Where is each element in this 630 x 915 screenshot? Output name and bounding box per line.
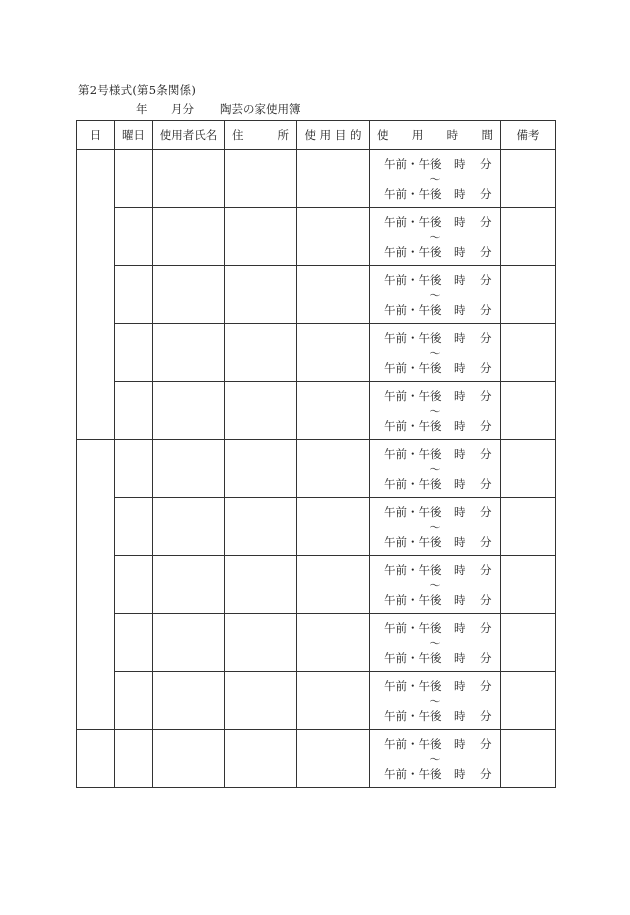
time-range-separator: ～ (429, 637, 441, 650)
usage-time-cell[interactable] (370, 150, 501, 208)
header-time-char-3: 時 (446, 128, 459, 142)
address-cell[interactable] (225, 498, 297, 556)
purpose-cell[interactable] (297, 672, 370, 730)
usage-time-cell[interactable] (370, 266, 501, 324)
purpose-cell[interactable] (297, 150, 370, 208)
hour-label: 時 (454, 331, 466, 345)
minute-label: 分 (480, 505, 492, 519)
user-name-cell[interactable] (153, 150, 225, 208)
weekday-cell[interactable] (115, 382, 153, 440)
usage-time-cell[interactable] (370, 672, 501, 730)
table-row (77, 556, 556, 614)
remarks-cell[interactable] (501, 324, 556, 382)
minute-label: 分 (480, 187, 492, 201)
address-cell[interactable] (225, 672, 297, 730)
ampm-label: 午前・午後 (384, 157, 442, 171)
ampm-label: 午前・午後 (384, 505, 442, 519)
remarks-cell[interactable] (501, 266, 556, 324)
table-row (77, 730, 556, 788)
user-name-cell[interactable] (153, 614, 225, 672)
header-remarks: 備考 (501, 121, 556, 150)
usage-time-cell[interactable] (370, 730, 501, 788)
hour-label: 時 (454, 389, 466, 403)
minute-label: 分 (480, 331, 492, 345)
hour-label: 時 (454, 477, 466, 491)
address-cell[interactable] (225, 440, 297, 498)
day-cell[interactable] (77, 440, 115, 730)
register-title: 陶芸の家使用簿 (220, 102, 301, 116)
purpose-cell[interactable] (297, 440, 370, 498)
minute-label: 分 (480, 593, 492, 607)
remarks-cell[interactable] (501, 556, 556, 614)
time-range-separator: ～ (429, 753, 441, 766)
ampm-label: 午前・午後 (384, 709, 442, 723)
minute-label: 分 (480, 419, 492, 433)
user-name-cell[interactable] (153, 730, 225, 788)
hour-label: 時 (454, 303, 466, 317)
ampm-label: 午前・午後 (384, 245, 442, 259)
weekday-cell[interactable] (115, 440, 153, 498)
ampm-label: 午前・午後 (384, 303, 442, 317)
purpose-cell[interactable] (297, 208, 370, 266)
time-range-separator: ～ (429, 405, 441, 418)
table-row (77, 440, 556, 498)
year-label: 年 (136, 102, 148, 116)
time-range-separator: ～ (429, 579, 441, 592)
user-name-cell[interactable] (153, 382, 225, 440)
purpose-cell[interactable] (297, 556, 370, 614)
minute-label: 分 (480, 273, 492, 287)
user-name-cell[interactable] (153, 672, 225, 730)
weekday-cell[interactable] (115, 498, 153, 556)
ampm-label: 午前・午後 (384, 215, 442, 229)
address-cell[interactable] (225, 208, 297, 266)
minute-label: 分 (480, 447, 492, 461)
address-cell[interactable] (225, 730, 297, 788)
user-name-cell[interactable] (153, 266, 225, 324)
ampm-label: 午前・午後 (384, 477, 442, 491)
header-weekday: 曜日 (115, 121, 153, 150)
purpose-cell[interactable] (297, 266, 370, 324)
hour-label: 時 (454, 505, 466, 519)
hour-label: 時 (454, 593, 466, 607)
minute-label: 分 (480, 709, 492, 723)
ampm-label: 午前・午後 (384, 535, 442, 549)
remarks-cell[interactable] (501, 382, 556, 440)
weekday-cell[interactable] (115, 324, 153, 382)
address-cell[interactable] (225, 556, 297, 614)
ampm-label: 午前・午後 (384, 447, 442, 461)
register-body (77, 150, 556, 788)
ampm-label: 午前・午後 (384, 621, 442, 635)
purpose-cell[interactable] (297, 730, 370, 788)
weekday-cell[interactable] (115, 208, 153, 266)
minute-label: 分 (480, 679, 492, 693)
minute-label: 分 (480, 621, 492, 635)
purpose-cell[interactable] (297, 382, 370, 440)
address-cell[interactable] (225, 266, 297, 324)
day-cell[interactable] (77, 730, 115, 788)
minute-label: 分 (480, 389, 492, 403)
hour-label: 時 (454, 737, 466, 751)
ampm-label: 午前・午後 (384, 593, 442, 607)
time-range-separator: ～ (429, 347, 441, 360)
minute-label: 分 (480, 563, 492, 577)
hour-label: 時 (454, 419, 466, 433)
ampm-label: 午前・午後 (384, 563, 442, 577)
user-name-cell[interactable] (153, 208, 225, 266)
hour-label: 時 (454, 651, 466, 665)
weekday-cell[interactable] (115, 266, 153, 324)
hour-label: 時 (454, 447, 466, 461)
ampm-label: 午前・午後 (384, 679, 442, 693)
address-cell[interactable] (225, 614, 297, 672)
time-range-separator: ～ (429, 521, 441, 534)
header-time-char-2: 用 (411, 128, 424, 142)
time-range-separator: ～ (429, 231, 441, 244)
header-address-char-1: 住 (232, 128, 244, 142)
time-range-separator: ～ (429, 463, 441, 476)
header-address-char-2: 所 (277, 128, 289, 142)
minute-label: 分 (480, 767, 492, 781)
header-day: 日 (77, 121, 115, 150)
hour-label: 時 (454, 679, 466, 693)
header-usage-time (370, 121, 501, 150)
usage-time-cell[interactable] (370, 382, 501, 440)
hour-label: 時 (454, 187, 466, 201)
purpose-cell[interactable] (297, 324, 370, 382)
header-time-char-1: 使 (377, 128, 389, 142)
usage-time-cell[interactable] (370, 498, 501, 556)
header-user-name: 使用者氏名 (153, 121, 225, 150)
minute-label: 分 (480, 651, 492, 665)
ampm-label: 午前・午後 (384, 187, 442, 201)
address-cell[interactable] (225, 382, 297, 440)
table-row (77, 208, 556, 266)
usage-time-cell[interactable] (370, 324, 501, 382)
remarks-cell[interactable] (501, 208, 556, 266)
purpose-cell[interactable] (297, 498, 370, 556)
user-name-cell[interactable] (153, 498, 225, 556)
hour-label: 時 (454, 709, 466, 723)
hour-label: 時 (454, 563, 466, 577)
usage-time-cell[interactable] (370, 208, 501, 266)
remarks-cell[interactable] (501, 150, 556, 208)
remarks-cell[interactable] (501, 498, 556, 556)
ampm-label: 午前・午後 (384, 737, 442, 751)
hour-label: 時 (454, 215, 466, 229)
hour-label: 時 (454, 245, 466, 259)
ampm-label: 午前・午後 (384, 419, 442, 433)
table-row (77, 150, 556, 208)
weekday-cell[interactable] (115, 730, 153, 788)
purpose-cell[interactable] (297, 614, 370, 672)
ampm-label: 午前・午後 (384, 767, 442, 781)
table-row (77, 614, 556, 672)
remarks-cell[interactable] (501, 614, 556, 672)
usage-time-cell[interactable] (370, 440, 501, 498)
header-row (77, 121, 556, 150)
table-row (77, 498, 556, 556)
address-cell[interactable] (225, 150, 297, 208)
table-row (77, 672, 556, 730)
hour-label: 時 (454, 621, 466, 635)
minute-label: 分 (480, 303, 492, 317)
remarks-cell[interactable] (501, 672, 556, 730)
ampm-label: 午前・午後 (384, 273, 442, 287)
minute-label: 分 (480, 361, 492, 375)
table-row (77, 266, 556, 324)
weekday-cell[interactable] (115, 614, 153, 672)
hour-label: 時 (454, 157, 466, 171)
time-range-separator: ～ (429, 289, 441, 302)
hour-label: 時 (454, 361, 466, 375)
hour-label: 時 (454, 535, 466, 549)
header-purpose: 使 用 目 的 (297, 121, 370, 150)
day-cell[interactable] (77, 150, 115, 440)
remarks-cell[interactable] (501, 440, 556, 498)
minute-label: 分 (480, 157, 492, 171)
usage-time-cell[interactable] (370, 556, 501, 614)
usage-time-cell[interactable] (370, 614, 501, 672)
weekday-cell[interactable] (115, 556, 153, 614)
ampm-label: 午前・午後 (384, 389, 442, 403)
usage-register-table (76, 120, 556, 788)
minute-label: 分 (480, 477, 492, 491)
ampm-label: 午前・午後 (384, 651, 442, 665)
user-name-cell[interactable] (153, 556, 225, 614)
time-range-separator: ～ (429, 173, 441, 186)
time-range-separator: ～ (429, 695, 441, 708)
address-cell[interactable] (225, 324, 297, 382)
user-name-cell[interactable] (153, 324, 225, 382)
ampm-label: 午前・午後 (384, 361, 442, 375)
form-number: 第2号様式(第5条関係) (78, 83, 197, 97)
weekday-cell[interactable] (115, 150, 153, 208)
weekday-cell[interactable] (115, 672, 153, 730)
table-row (77, 324, 556, 382)
minute-label: 分 (480, 535, 492, 549)
minute-label: 分 (480, 737, 492, 751)
minute-label: 分 (480, 245, 492, 259)
hour-label: 時 (454, 273, 466, 287)
remarks-cell[interactable] (501, 730, 556, 788)
header-address (225, 121, 297, 150)
minute-label: 分 (480, 215, 492, 229)
table-row (77, 382, 556, 440)
user-name-cell[interactable] (153, 440, 225, 498)
month-label: 月分 (171, 102, 194, 116)
header-time-char-4: 間 (481, 128, 493, 142)
hour-label: 時 (454, 767, 466, 781)
ampm-label: 午前・午後 (384, 331, 442, 345)
